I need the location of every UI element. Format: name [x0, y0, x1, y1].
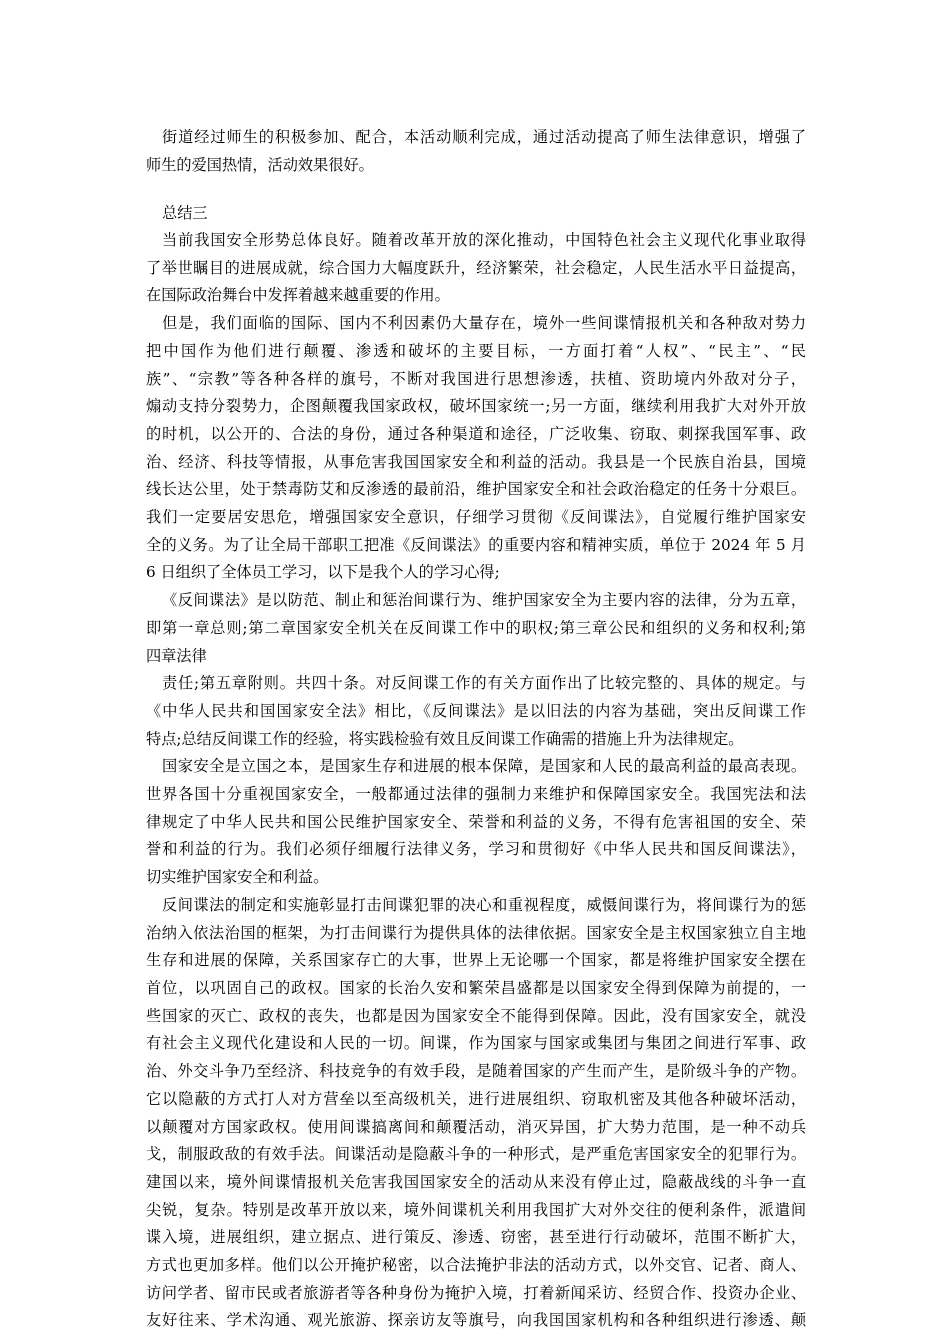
text-line: 族”、“宗教”等各种各样的旗号，不断对我国进行思想渗透，扶植、资助境内外敌对分子，: [146, 369, 806, 388]
text-line: 治、外交斗争乃至经济、科技竞争的有效手段，是随着国家的产生而产生，是阶级斗争的产物。: [146, 1062, 806, 1081]
text-line: 以颠覆对方国家政权。使用间谍搞离间和颠覆活动，消灭异国，扩大势力范围，是一种不动兵: [146, 1117, 806, 1136]
text-line: 线长达公里，处于禁毒防艾和反渗透的最前沿，维护国家安全和社会政治稳定的任务十分艰巨。: [146, 480, 806, 499]
text-line: 师生的爱国热情，活动效果很好。: [146, 155, 374, 174]
text-line: 即第一章总则;第二章国家安全机关在反间谍工作中的职权;第三章公民和组织的义务和权利;第: [146, 618, 806, 637]
text-line: 治、经济、科技等情报，从事危害我国国家安全和利益的活动。我县是一个民族自治县，国境: [146, 452, 806, 471]
text-line: 它以隐蔽的方式打人对方营垒以至高级机关，进行进展组织、窃取机密及其他各种破坏活动，: [146, 1089, 806, 1108]
paragraph-1: [146, 227, 806, 1335]
text-line: 反间谍法的制定和实施彰显打击间谍犯罪的决心和重视程度，威慑间谍行为，将间谍行为的惩: [162, 895, 806, 914]
text-line: 6 日组织了全体员工学习，以下是我个人的学习心得;: [146, 563, 500, 582]
text-line: 特点;总结反间谍工作的经验，将实践检验有效且反间谍工作确需的措施上升为法律规定。: [146, 729, 744, 748]
text-line: 访问学者、留市民或者旅游者等各种身份为掩护入境，打着新闻采访、经贸合作、投资办企业、: [146, 1283, 806, 1302]
text-line: 责任;第五章附则。共四十条。对反间谍工作的有关方面作出了比较完整的、具体的规定。与: [162, 674, 806, 693]
text-line: 国家安全是立国之本，是国家生存和进展的根本保障，是国家和人民的最高利益的最高表现。: [162, 757, 806, 776]
text-line: 治纳入依法治国的框架，为打击间谍行为提供具体的法律依据。国家安全是主权国家独立自主地: [146, 923, 806, 942]
text-line: 建国以来，境外间谍情报机关危害我国国家安全的活动从来没有停止过，隐蔽战线的斗争一直: [146, 1172, 806, 1191]
text-line: 谍入境，进展组织，建立据点、进行策反、渗透、窃密，甚至进行行动破坏，范围不断扩大，: [146, 1228, 806, 1247]
text-line: 我们一定要居安思危，增强国家安全意识，仔细学习贯彻《反间谍法》，自觉履行维护国家安: [146, 508, 806, 527]
text-line: 誉和利益的行为。我们必须仔细履行法律义务，学习和贯彻好《中华人民共和国反间谍法》，: [146, 840, 806, 859]
text-line: 切实维护国家安全和利益。: [146, 868, 329, 887]
text-line: 尖锐，复杂。特别是改革开放以来，境外间谍机关利用我国扩大对外交往的便利条件，派遣间: [146, 1200, 806, 1219]
text-line: 当前我国安全形势总体良好。随着改革开放的深化推动，中国特色社会主义现代化事业取得: [162, 231, 806, 249]
text-line: 的时机，以公开的、合法的身份，通过各种渠道和途径，广泛收集、窃取、刺探我国军事、政: [146, 424, 806, 443]
text-line: 但是，我们面临的国际、国内不利因素仍大量存在，境外一些间谍情报机关和各种敌对势力: [162, 314, 806, 333]
text-line: 律规定了中华人民共和国公民维护国家安全、荣誉和利益的义务，不得有危害祖国的安全、荣: [146, 812, 806, 831]
paragraph-intro: [146, 124, 806, 179]
text-line: 生存和进展的保障，关系国家存亡的大事，世界上无论哪一个国家，都是将维护国家安全摆在: [146, 951, 806, 970]
text-line: 四章法律: [146, 646, 207, 665]
text-line: 把中国作为他们进行颠覆、渗透和破坏的主要目标，一方面打着“人权”、“民主”、“民: [146, 341, 806, 360]
text-line: 《中华人民共和国国家安全法》相比，《反间谍法》是以旧法的内容为基础，突出反间谍工作: [146, 701, 806, 720]
text-line: 戈，制服政敌的有效手法。间谍活动是隐蔽斗争的一种形式，是严重危害国家安全的犯罪行为。: [146, 1145, 806, 1164]
text-line: 煽动支持分裂势力，企图颠覆我国家政权，破坏国家统一;另一方面，继续利用我扩大对外开放: [146, 397, 806, 416]
text-line: 街道经过师生的积极参加、配合，本活动顺利完成，通过活动提高了师生法律意识，增强了: [162, 128, 806, 146]
text-line: 有社会主义现代化建设和人民的一切。间谍，作为国家与国家或集团与集团之间进行军事、政: [146, 1034, 806, 1053]
section-heading: 总结三: [162, 204, 208, 222]
text-line: 首位，以巩固自己的政权。国家的长治久安和繁荣昌盛都是以国家安全得到保障为前提的，一: [146, 978, 806, 997]
text-line: 些国家的灭亡、政权的丧失，也都是因为国家安全不能得到保障。因此，没有国家安全，就没: [146, 1006, 806, 1025]
text-line: 全的义务。为了让全局干部职工把准《反间谍法》的重要内容和精神实质，单位于 2024 年 5 月: [146, 535, 806, 554]
text-line: 了举世瞩目的进展成就，综合国力大幅度跃升，经济繁荣，社会稳定，人民生活水平日益提高，: [146, 258, 806, 277]
text-line: 友好往来、学术沟通、观光旅游、探亲访友等旗号，向我国国家机构和各种组织进行渗透、颠: [146, 1311, 806, 1330]
text-line: 世界各国十分重视国家安全，一般都通过法律的强制力来维护和保障国家安全。我国宪法和法: [146, 785, 806, 804]
text-line: 方式也更加多样。他们以公开掩护秘密，以合法掩护非法的活动方式，以外交官、记者、商人、: [146, 1256, 806, 1275]
text-line: 在国际政治舞台中发挥着越来越重要的作用。: [146, 286, 450, 305]
text-line: 《反间谍法》是以防范、制止和惩治间谍行为、维护国家安全为主要内容的法律，分为五章，: [162, 591, 806, 610]
